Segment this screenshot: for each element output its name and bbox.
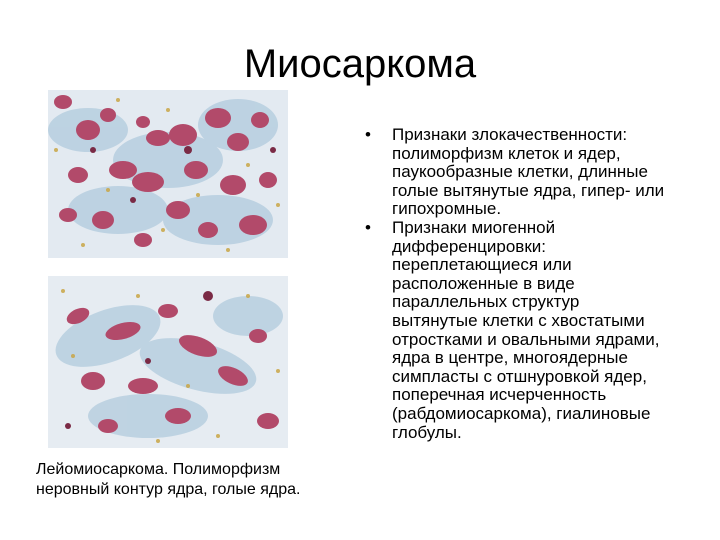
bullet-line: паукообразные клетки, длинные (392, 162, 648, 182)
bullet-myogenic-differentiation (362, 219, 712, 442)
bullet-line: гипохромные. (392, 199, 502, 219)
bullet-line: вытянутые клетки с хвостатыми (392, 310, 645, 330)
bullet-line: ядра в центре, многоядерные (392, 348, 628, 368)
bullet-line: дифференцировки: (392, 236, 546, 256)
caption-line-1: Лейомиосаркома. Полиморфизм (36, 461, 281, 478)
bullet-line: голые вытянутые ядра, гипер- или (392, 180, 665, 200)
bullet-line: глобулы. (392, 422, 462, 442)
micrograph-top-image (48, 90, 288, 258)
bullet-list (362, 126, 712, 442)
bullet-line: полиморфизм клеток и ядер, (392, 143, 621, 163)
image-caption (36, 460, 346, 500)
bullet-line: (рабдомиосаркома), гиалиновые (392, 403, 651, 423)
slide-title: Миосаркома (243, 42, 477, 86)
bullet-marker: • (365, 217, 371, 237)
bullet-line: Признаки злокачественности: (392, 125, 628, 144)
bullet-line: поперечная исчерченность (392, 385, 607, 405)
bullet-line: симпласты с отшнуровкой ядер, (392, 366, 647, 386)
bullet-line: отростками и овальными ядрами, (392, 329, 660, 349)
bullet-line: расположенные в виде (392, 273, 575, 293)
bullet-line: переплетающиеся или (392, 255, 572, 275)
caption-line-2: неровный контур ядра, голые ядра. (36, 481, 301, 498)
bullet-marker: • (365, 125, 371, 144)
bullet-malignancy-signs (362, 126, 712, 219)
bullet-line: параллельных структур (392, 292, 580, 312)
bullet-line: Признаки миогенной (392, 217, 556, 237)
micrograph-bottom-image (48, 276, 288, 448)
